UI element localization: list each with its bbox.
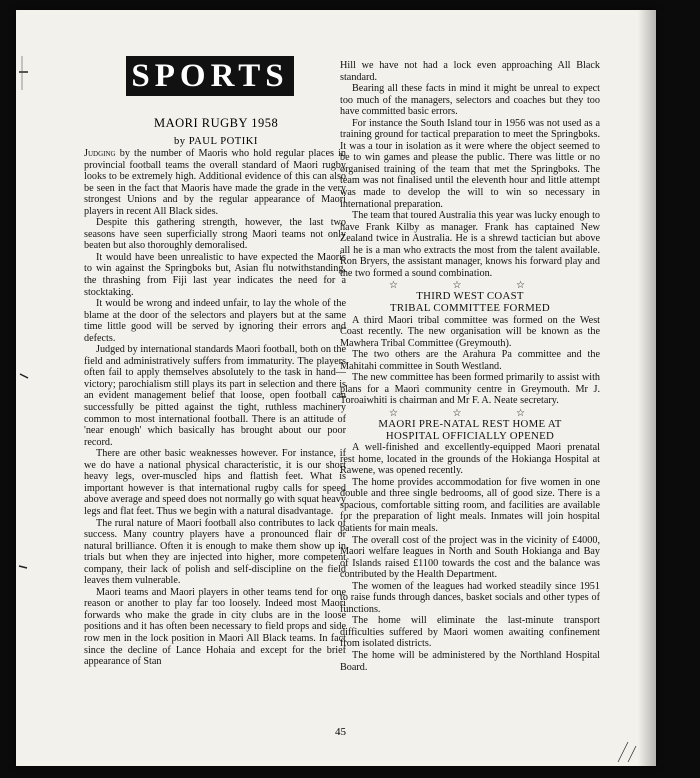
page-edge-shadow <box>638 10 656 766</box>
news-paragraph: The women of the leagues had worked steadily since 1951 to raise funds through dances, basket socials and other types of functions. <box>340 580 600 615</box>
news-heading-rest-home: MAORI PRE-NATAL REST HOME AT HOSPITAL OFFICIALLY OPENED <box>378 417 562 442</box>
article-paragraph: Judging by the number of Maoris who hold regular places in provincial football teams the overall standard of Maori rugby looks to be extremely high. Additional evidence of this can also be seen in the fact that Maoris have made the grade in the very strongest Unions and by the regular appearance of Maori players in recent All Black sides. <box>84 148 346 217</box>
article-paragraph: The rural nature of Maori football also contributes to lack of success. Many country players have a pronounced flair or natural brilliance. Often it is enough to make them show up in trials but when they are injected into higher, more competent company, their lack of polish and self-discipline on the field leaves them vulnerable. <box>84 517 346 587</box>
magazine-page <box>16 10 656 766</box>
article-title: MAORI RUGBY 1958 <box>154 116 279 130</box>
binding-marks <box>16 10 36 766</box>
left-column <box>84 148 346 668</box>
news-paragraph: The overall cost of the project was in the vicinity of £4000, Maori welfare leagues in North and South Hokianga and Bay of Islands raised £1100 towards the cost and the balance was contributed by the Health Department. <box>340 534 600 581</box>
section-title: SPORTS <box>131 57 289 94</box>
sports-banner <box>126 56 294 96</box>
star-separator: ☆ ☆ ☆ <box>389 280 551 292</box>
news-paragraph: The home provides accommodation for five women in one double and three single bedrooms, all of good size. There is a spacious, comfortable sitting room, and facilities are available for the preparation of light meals. Inmates will join hospital patients for main meals. <box>340 476 600 534</box>
article-paragraph: Judged by international standards Maori football, both on the field and administratively suffers from immaturity. The players often fail to apply themselves absolutely to the task in hand—victory; parochialism still plays its part in selection and there is an evident management belief that loose, open football can successfully be pitted against the tight, ruthless machinery common to most international football. There is an attitude of 'near enough' which basically has brought about our poor record. <box>84 344 346 448</box>
article-paragraph: Bearing all these facts in mind it might be unreal to expect too much of the managers, selectors and coaches but they too have committed basic errors. <box>340 83 600 118</box>
page-number: 45 <box>335 726 346 738</box>
news-paragraph: The two others are the Arahura Pa committee and the Mahitahi committee in South Westland. <box>340 349 600 372</box>
news-paragraph: The home will eliminate the last-minute transport difficulties suffered by Maori women awaiting confinement from isolated districts. <box>340 615 600 650</box>
news-paragraph: The home will be administered by the Northland Hospital Board. <box>340 649 600 673</box>
article-paragraph: For instance the South Island tour in 1956 was not used as a training ground for tactical preparation to meet the Springboks. It was a tour in isolation as it were where the object seemed to be to win games and please the public. There was little or no organised training of the team that met the Springboks. The team was not finalised until the eleventh hour and little attempt was made to develop the will to win so necessary in international preparation. <box>340 117 600 210</box>
news-paragraph: A third Maori tribal committee was formed on the West Coast recently. The new organisation will be known as the Mawhera Tribal Committee (Greymouth). <box>340 314 600 349</box>
news-paragraph: A well-finished and excellently-equipped Maori prenatal rest home, located in the grounds of the Hokianga Hospital at Rawene, was opened recently. <box>340 442 600 477</box>
news-heading-west-coast: THIRD WEST COAST TRIBAL COMMITTEE FORMED <box>389 290 551 314</box>
article-byline: by PAUL POTIKI <box>174 136 258 147</box>
article-paragraph: Maori teams and Maori players in other teams tend for one reason or another to play far too loosely. Indeed most Maori forwards who make the grade in city clubs are in the loose positions and it has often been necessary to field props and side row men in the lock position in Maori All Black teams. In fact since the decline of Lance Hohaia and except for the brief appearance of Stan <box>84 586 346 668</box>
lead-word: Judging <box>84 148 116 159</box>
article-paragraph: It would have been unrealistic to have expected the Maoris to win against the Springboks but, Asian flu notwithstanding, the thrashing from Fiji last year indicates the need for a stocktaking. <box>84 251 346 298</box>
article-paragraph: Despite this gathering strength, however, the last two seasons have seen superficially strong Maori teams not only beaten but also thoroughly demoralised. <box>84 217 346 252</box>
article-paragraph: It would be wrong and indeed unfair, to lay the whole of the blame at the door of the selectors and players but at the same time little good will be served by ignoring their errors and defects. <box>84 298 346 344</box>
article-paragraph: The team that toured Australia this year was lucky enough to have Frank Kilby as manager. Frank has captained New Zealand twice in Australia. He is a shrewd tactician but above all he is a man who extracts the most from the talent available. Ron Bryers, the assistant manager, knows his forward play and the two formed a sound combination. <box>340 210 600 279</box>
right-column <box>340 60 600 673</box>
star-separator: ☆ ☆ ☆ <box>389 407 551 419</box>
news-paragraph: The new committee has been formed primarily to assist with plans for a Maori community centre in Greymouth. Mr J. Toroaiwhiti is chairman and Mr F. A. Neate secretary. <box>340 372 600 407</box>
article-paragraph: There are other basic weaknesses however. For instance, if we do have a national physical characteristic, it is our short heavy legs, over-muscled hips and flattish feet. What is important however is that international rugby calls for speed above average and speed does not normally go with squat heavy legs and flat feet. Thus we begin with a natural disadvantage. <box>84 448 346 517</box>
article-paragraph: Hill we have not had a lock even approaching All Black standard. <box>340 60 600 83</box>
